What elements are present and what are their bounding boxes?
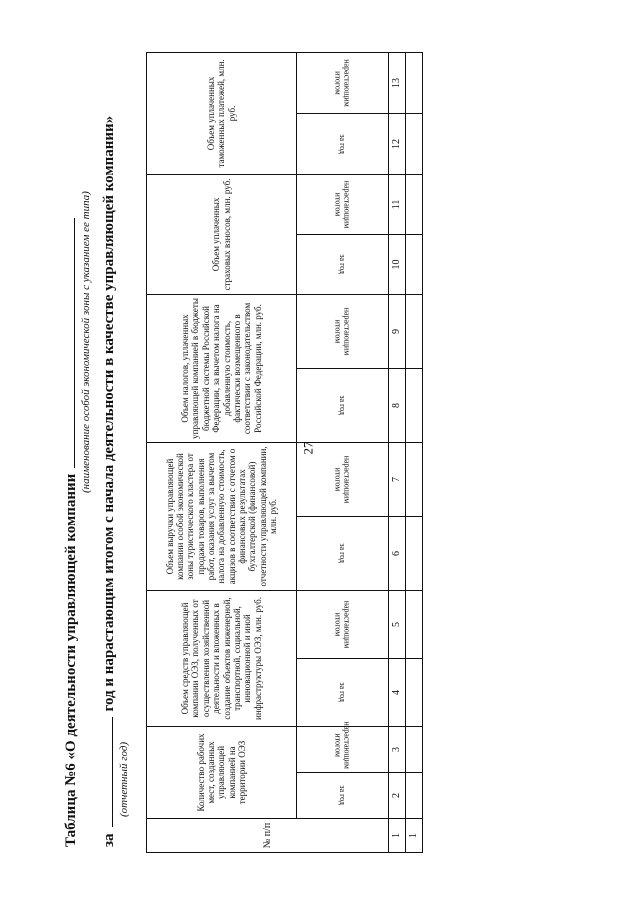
column-number: 3 — [389, 726, 406, 772]
column-number: 12 — [389, 113, 406, 174]
column-number: 2 — [389, 773, 406, 819]
table-cell[interactable] — [406, 726, 423, 772]
group-header-taxes: Объем налогов, уплаченных управляющей компанией в бюджеты бюджетной системы Российской Федерации, за вычетом налога на добавленную стоимость, фактически возмещенного в соответствии с законодательством Российской Федерации, млн. руб. — [147, 294, 297, 442]
table-cell[interactable] — [406, 516, 423, 590]
sub-header-year: за год — [297, 658, 389, 726]
group-header-insurance: Объем уплаченных страховых взносов, млн. руб. — [147, 174, 297, 294]
sub-header-cumulative: нарастающим итогом — [297, 726, 389, 772]
table-title-line2: загод и нарастающим итогом с начала деятельности в качестве управляющей компании» — [98, 116, 118, 847]
column-number: 5 — [389, 590, 406, 658]
za-prefix: за — [101, 833, 117, 847]
sub-header-cumulative: нарастающим итогом — [297, 294, 389, 368]
group-header-revenue: Объем выручки управляющей компании особой экономической зоны туристического кластера от продажи товаров, выполнения работ, оказания услуг за вычетом налога на добавленную стоимость, акцизов в соответствии с отчетом о финансовых результатах бухгалтерской (финансовой) отчетности управляющей компании, млн. руб. — [147, 442, 297, 590]
table-cell[interactable] — [406, 174, 423, 234]
zone-name-field[interactable] — [60, 218, 75, 468]
rotated-sheet — [60, 53, 580, 853]
table-row — [406, 52, 423, 852]
row-number: 1 — [406, 819, 423, 853]
table-cell[interactable] — [406, 113, 423, 174]
num-header: № п/п — [147, 819, 389, 853]
year-field[interactable] — [98, 717, 113, 827]
column-number: 6 — [389, 516, 406, 590]
table-cell[interactable] — [406, 234, 423, 294]
page-number: 27 — [300, 441, 316, 455]
table-cell[interactable] — [406, 590, 423, 658]
group-header-jobs: Количество рабочих мест, созданных управляющей компанией на территории ОЭЗ — [147, 726, 297, 818]
table-cell[interactable] — [406, 368, 423, 442]
column-number: 4 — [389, 658, 406, 726]
column-number: 9 — [389, 294, 406, 368]
table-cell[interactable] — [406, 294, 423, 368]
year-caption: (отчетный год) — [118, 741, 130, 817]
sub-header-year: за год — [297, 516, 389, 590]
sub-header-year: за год — [297, 113, 389, 174]
table-cell[interactable] — [406, 52, 423, 113]
column-number-row — [389, 52, 406, 852]
column-number: 11 — [389, 174, 406, 234]
sub-header-cumulative: нарастающим итогом — [297, 52, 389, 113]
sub-header-year: за год — [297, 234, 389, 294]
sub-header-cumulative: нарастающим итогом — [297, 442, 389, 516]
activity-table — [146, 52, 423, 853]
column-number: 1 — [389, 819, 406, 853]
table-cell[interactable] — [406, 658, 423, 726]
column-number: 8 — [389, 368, 406, 442]
column-number: 10 — [389, 234, 406, 294]
sub-header-year: за год — [297, 773, 389, 819]
table-title-line1: Таблица №6 «О деятельности управляющей компании — [60, 218, 80, 847]
sub-header-cumulative: нарастающим итогом — [297, 590, 389, 658]
sub-header-year: за год — [297, 368, 389, 442]
group-header-customs: Объем уплаченных таможенных платежей, млн. руб. — [147, 52, 297, 174]
sub-header-cumulative: нарастающим итогом — [297, 174, 389, 234]
table-cell[interactable] — [406, 773, 423, 819]
group-header-infrastructure: Объем средств управляющей компании ОЭЗ, полученных от осуществления хозяйственной деятельности и вложенных в создание объектов инженерной, транспортной, социальной, инновационной и иной инфраструктуры ОЭЗ, млн. руб. — [147, 590, 297, 726]
zone-caption: (наименование особой экономической зоны с указанием ее типа) — [80, 191, 92, 493]
table-cell[interactable] — [406, 442, 423, 516]
column-number: 7 — [389, 442, 406, 516]
column-number: 13 — [389, 52, 406, 113]
